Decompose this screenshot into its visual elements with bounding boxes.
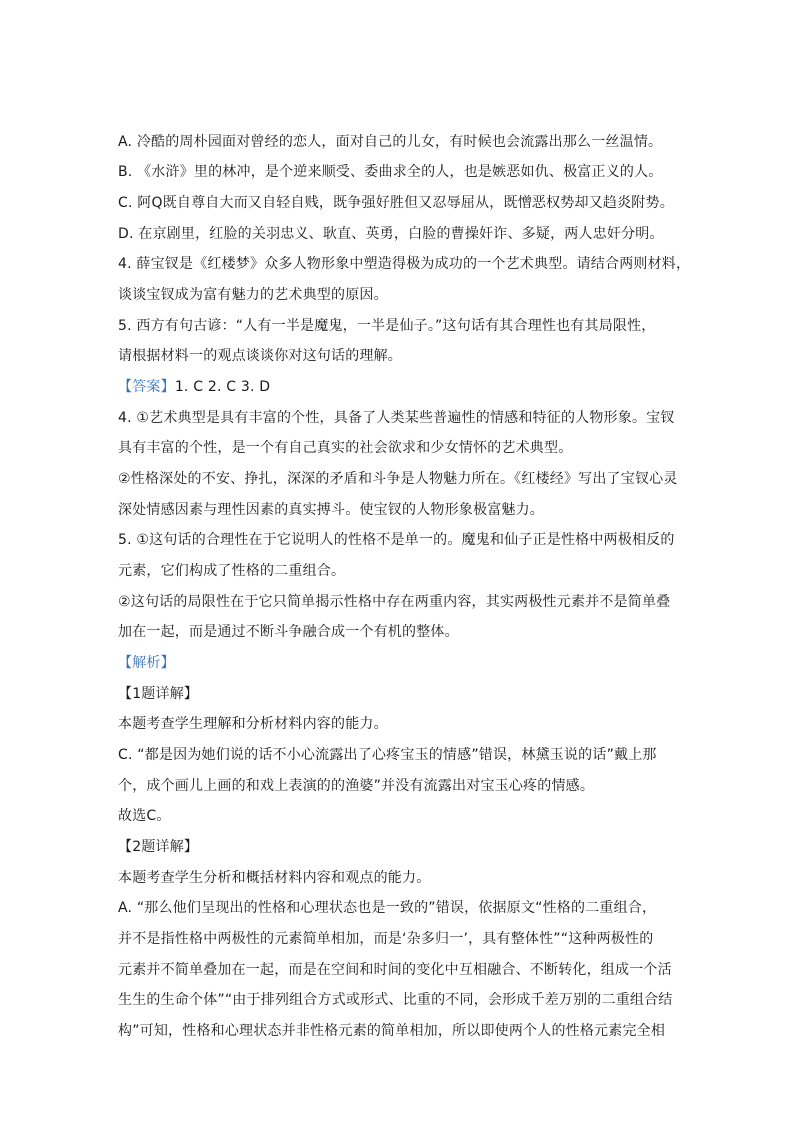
- analysis-heading: [118, 653, 698, 673]
- analysis-tag: 【解析】: [118, 655, 175, 671]
- answer-5-line-1: 5. ①这句话的合理性在于它说明人的性格不是单一的。魔鬼和仙子正是性格中两极相反的: [118, 532, 675, 548]
- answer-4-line-4: 深处情感因素与理性因素的真实搏斗。使宝钗的人物形象极富魅力。: [118, 502, 544, 518]
- detail-2-line-2: A. “那么他们呈现出的性格和心理状态也是一致的”错误，依据原文“性格的二重组合，: [118, 900, 657, 916]
- answer-4-line-1: 4. ①艺术典型是具有丰富的个性，具备了人类某些普遍性的情感和特征的人物形象。宝钗: [118, 410, 675, 426]
- detail-2-line-6: 构”可知，性格和心理状态并非性格元素的简单相加，所以即使两个人的性格元素完全相: [118, 1023, 666, 1039]
- detail-2-line-3: 并不是指性格中两极性的元素简单相加，而是‘杂多归一’，具有整体性”“这种两极性的: [118, 931, 654, 947]
- option-d: D. 在京剧里，红脸的关羽忠义、耿直、英勇，白脸的曹操奸诈、多疑，两人忠奸分明。: [118, 226, 664, 242]
- detail-1-line-3: 个，成个画儿上画的和戏上表演的的渔婆”并没有流露出对宝玉心疼的情感。: [118, 778, 595, 794]
- question-5-line-1: 5. 西方有句古谚：“人有一半是魔鬼，一半是仙子。”这句话有其合理性也有其局限性，: [118, 318, 656, 334]
- detail-1-heading: 【1题详解】: [118, 686, 199, 702]
- answer-line: [118, 377, 698, 397]
- answer-4-line-2: 具有丰富的个性，是一个有自己真实的社会欲求和少女情怀的艺术典型。: [118, 440, 573, 456]
- question-5-line-2: 请根据材料一的观点谈谈你对这句话的理解。: [118, 348, 402, 364]
- detail-2-line-1: 本题考查学生分析和概括材料内容和观点的能力。: [118, 870, 431, 886]
- detail-2-line-5: 生生的生命个体”“由于排列组合方式或形式、比重的不同，会形成千差万别的二重组合结: [118, 992, 673, 1008]
- detail-2-heading: 【2题详解】: [118, 839, 199, 855]
- detail-2-line-4: 元素并不简单叠加在一起，而是在空间和时间的变化中互相融合、不断转化，组成一个活: [118, 962, 672, 978]
- answer-tag: 【答案】: [118, 379, 175, 395]
- detail-1-line-4: 故选C。: [118, 808, 171, 824]
- detail-1-line-1: 本题考查学生理解和分析材料内容的能力。: [118, 716, 388, 732]
- answer-5-line-3: ②这句话的局限性在于它只简单揭示性格中存在两重内容，其实两极性元素并不是简单叠: [118, 594, 671, 610]
- option-c: C. 阿Q既自尊自大而又自轻自贱，既争强好胜但又忍辱屈从，既憎恶权势却又趋炎附势。: [118, 195, 674, 211]
- answer-5-line-4: 加在一起，而是通过不断斗争融合成一个有机的整体。: [118, 624, 459, 640]
- question-4-line-2: 谈谈宝钗成为富有魅力的艺术典型的原因。: [118, 287, 388, 303]
- answer-4-line-3: ②性格深处的不安、挣扎，深深的矛盾和斗争是人物魅力所在。《红楼经》写出了宝钗心灵: [118, 471, 678, 487]
- option-b: B. 《水浒》里的林冲，是个逆来顺受、委曲求全的人，也是嫉恶如仇、极富正义的人。: [118, 164, 663, 180]
- detail-1-line-2: C. “都是因为她们说的话不小心流露出了心疼宝玉的情感”错误，林黛玉说的话”戴上那: [118, 747, 657, 763]
- option-a: A. 冷酷的周朴园面对曾经的恋人，面对自己的儿女，有时候也会流露出那么一丝温情。: [118, 134, 663, 150]
- answer-5-line-2: 元素，它们构成了性格的二重组合。: [118, 563, 346, 579]
- answer-choices: 1. C 2. C 3. D: [174, 379, 271, 395]
- question-4-line-1: 4. 薛宝钗是《红楼梦》众多人物形象中塑造得极为成功的一个艺术典型。请结合两则材料，: [118, 256, 691, 272]
